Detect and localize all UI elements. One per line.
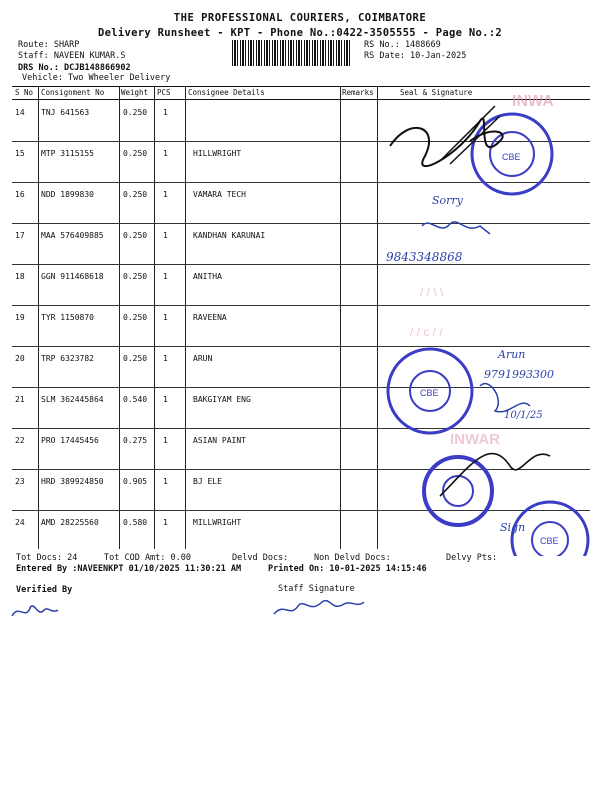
delvd-docs: Delvd Docs: [232,553,289,563]
table-row: 15 MTP 3115155 0.250 1 HILLWRIGHT [12,141,590,183]
svg-text:INWA: INWA [512,93,554,110]
hw-sign: Sign [500,521,526,534]
table-row: 21 SLM 362445864 0.540 1 BAKGIYAM ENG [12,387,590,429]
col-consignee: Consignee Details [188,88,265,97]
rs-date: RS Date: 10-Jan-2025 [364,51,467,61]
bj-stamp-icon [424,457,492,525]
hw-phone1: 9843348868 [386,250,463,264]
table-row: 22 PRO 17445456 0.275 1 ASIAN PAINT [12,428,590,470]
rs-number: RS No.: 1488669 [364,40,441,50]
bakgiyam-stamp-icon [388,349,472,433]
col-seal: Seal & Signature [400,88,473,97]
svg-text:INWAR: INWAR [450,431,500,448]
svg-text:/ / c / /: / / c / / [410,325,443,339]
col-weight: Weight [121,88,149,97]
runsheet-subtitle: Delivery Runsheet - KPT - Phone No.:0422-3505555 - Page No.:2 [98,27,502,39]
stamp-cbe-3: CBE [540,536,559,546]
staff-signature: Staff Signature [278,584,355,594]
table-row: 14 TNJ 641563 0.250 1 [12,100,590,142]
tot-cod: Tot COD Amt: 0.00 [104,553,191,563]
non-delvd-docs: Non Delvd Docs: [314,553,391,563]
seal-signature-overlay [380,86,600,556]
table-row: 17 MAA 576409885 0.250 1 KANDHAN KARUNAI [12,223,590,265]
col-remarks: Remarks [342,88,374,97]
verifier-signature-icon [8,596,68,626]
col-pcs: PCS [157,88,171,97]
table-row: 20 TRP 6323782 0.250 1 ARUN [12,346,590,388]
tot-docs: Tot Docs: 24 [16,553,78,563]
table-row: 18 GGN 911468618 0.250 1 ANITHA [12,264,590,306]
vehicle: Vehicle: Two Wheeler Delivery [22,73,171,83]
barcode [232,40,352,66]
drs-number: DRS No.: DCJB148866902 [18,63,131,73]
col-consignment: Consignment No [41,88,105,97]
hw-sorry: Sorry [432,194,463,207]
staff-name: Staff: NAVEEN KUMAR.S [18,51,126,61]
svg-text:/ / \ \: / / \ \ [420,285,444,299]
staff-signature-scribble-icon [270,592,370,622]
table-row: 19 TYR 1150870 0.250 1 RAVEENA [12,305,590,347]
hw-phone2: 9791993300 [484,368,554,381]
verified-by: Verified By [16,585,73,595]
stamp-cbe-2: CBE [420,388,439,398]
hw-arun: Arun [498,348,526,361]
table-row: 24 AMD 28225560 0.580 1 MILLWRIGHT [15,518,242,527]
hw-date: 10/1/25 [504,410,543,421]
entered-by: Entered By :NAVEENKPT 01/10/2025 11:30:21 AM [16,564,242,574]
route: Route: SHARP [18,40,80,50]
company-title: THE PROFESSIONAL COURIERS, COIMBATORE [173,12,427,24]
table-row: 16 NDD 1899830 0.250 1 VAMARA TECH [12,182,590,224]
col-sno: S No [15,88,34,97]
table-row: 23 HRD 389924850 0.905 1 BJ ELE [12,469,590,511]
printed-on: Printed On: 10-01-2025 14:15:46 [268,564,427,574]
delvy-pts: Delvy Pts: [446,553,498,563]
stamp-cbe-1: CBE [502,152,521,162]
